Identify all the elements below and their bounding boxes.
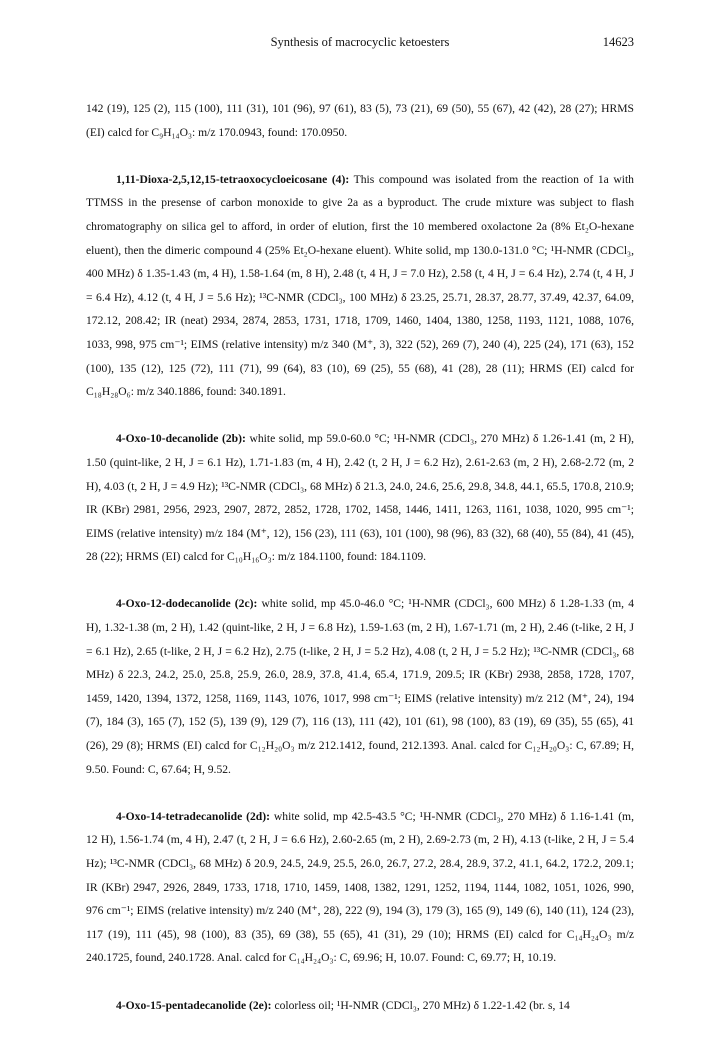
compound-name: 1,11-Dioxa-2,5,12,15-tetraoxocycloeicosane (4): [116, 172, 350, 186]
compound-name: 4-Oxo-15-pentadecanolide (2e): [116, 998, 272, 1012]
paragraph-compound-2c [86, 592, 634, 781]
paragraph-text: white solid, mp 59.0-60.0 °C; ¹H-NMR (CDCl₃, 270 MHz) δ 1.26-1.41 (m, 2 H), 1.50 (quint-like, 2 H, J = 6.1 Hz), 1.71-1.83 (m, 4 H), 2.42 (t, 2 H, J = 6.2 Hz), 2.61-2.63 (m, 2 H), 2.68-2.72 (m, 2 H), 4.03 (t, 2 H, J = 4.9 Hz); ¹³C-NMR (CDCl₃, 68 MHz) δ 21.3, 24.0, 24.6, 25.6, 29.8, 34.8, 44.1, 65.5, 170.8, 210.9; IR (KBr) 2981, 2956, 2923, 2907, 2872, 2852, 1728, 1702, 1458, 1446, 1411, 1263, 1161, 1038, 1020, 995 cm⁻¹; EIMS (relative intensity) m/z 184 (M⁺, 12), 156 (23), 111 (63), 101 (100), 98 (96), 83 (32), 68 (40), 55 (84), 41 (45), 28 (22); HRMS (EI) calcd for C₁₀H₁₆O₃: m/z 184.1100, found: 184.1109. [86, 432, 634, 564]
paragraph-text: white solid, mp 45.0-46.0 °C; ¹H-NMR (CDCl₃, 600 MHz) δ 1.28-1.33 (m, 4 H), 1.32-1.38 (m, 2 H), 1.42 (quint-like, 2 H, J = 6.8 Hz), 1.59-1.63 (m, 2 H), 1.67-1.71 (m, 2 H), 2.46 (t-like, 2 H, J = 6.1 Hz), 2.65 (t-like, 2 H, J = 6.2 Hz), 2.75 (t-like, 2 H, J = 5.2 Hz), 4.08 (t, 2 H, J = 5.2 Hz); ¹³C-NMR (CDCl₃, 68 MHz) δ 22.3, 24.2, 25.0, 25.8, 25.9, 26.0, 28.9, 37.8, 41.4, 65.4, 171.9, 209.5; IR (KBr) 2938, 2858, 1728, 1707, 1459, 1420, 1394, 1372, 1258, 1169, 1143, 1076, 1017, 998 cm⁻¹; EIMS (relative intensity) m/z 212 (M⁺, 24), 194 (7), 184 (3), 165 (7), 152 (5), 139 (9), 129 (7), 116 (13), 111 (42), 101 (61), 98 (100), 83 (19), 69 (35), 55 (65), 41 (26), 29 (8); HRMS (EI) calcd for C₁₂H₂₀O₃ m/z 212.1412, found, 212.1393. Anal. calcd for C₁₂H₂₀O₃: C, 67.89; H, 9.50. Found: C, 67.64; H, 9.52. [86, 597, 635, 776]
compound-name: 4-Oxo-14-tetradecanolide (2d): [116, 809, 270, 823]
paragraph-compound-2e [86, 994, 634, 1018]
compound-name: 4-Oxo-12-dodecanolide (2c): [116, 597, 258, 611]
document-body [86, 97, 634, 1041]
paragraph-compound-2b [86, 427, 634, 569]
paragraph-continuation [86, 97, 634, 144]
paragraph-compound-4 [86, 168, 634, 404]
paragraph-text: colorless oil; ¹H-NMR (CDCl₃, 270 MHz) δ 1.22-1.42 (br. s, 14 [274, 998, 570, 1012]
paragraph-text: This compound was isolated from the reaction of 1a with TTMSS in the presense of carbon monoxide to give 2a as a byproduct. The crude mixture was subject to flash chromatography on silica gel to afford, in order of elution, first the 10 membered oxolactone 2a (8% Et₂O-hexane eluent), then the dimeric compound 4 (25% Et₂O-hexane eluent). White solid, mp 130.0-131.0 °C; ¹H-NMR (CDCl₃, 400 MHz) δ 1.35-1.43 (m, 4 H), 1.58-1.64 (m, 8 H), 2.48 (t, 4 H, J = 7.0 Hz), 2.58 (t, 4 H, J = 6.4 Hz), 2.74 (t, 4 H, J = 6.4 Hz), 4.12 (t, 4 H, J = 5.6 Hz); ¹³C-NMR (CDCl₃, 100 MHz) δ 23.25, 25.71, 28.37, 28.77, 37.49, 42.37, 64.09, 172.12, 208.42; IR (neat) 2934, 2874, 2853, 1731, 1718, 1709, 1460, 1404, 1380, 1258, 1193, 1121, 1088, 1076, 1033, 998, 975 cm⁻¹; EIMS (relative intensity) m/z 340 (M⁺, 3), 322 (52), 269 (7), 240 (4), 225 (24), 171 (63), 152 (100), 135 (12), 125 (72), 111 (71), 99 (64), 83 (10), 69 (25), 55 (68), 41 (28), 28 (11); HRMS (EI) calcd for C₁₈H₂₈O₆: m/z 340.1886, found: 340.1891. [86, 172, 634, 399]
paragraph-compound-2d [86, 805, 634, 970]
page-number: 14623 [602, 35, 634, 49]
compound-name: 4-Oxo-10-decanolide (2b): [116, 432, 246, 446]
paragraph-text: 142 (19), 125 (2), 115 (100), 111 (31), 101 (96), 97 (61), 83 (5), 73 (21), 69 (50), 55 (67), 42 (42), 28 (27); HRMS (EI) calcd for C₉H₁₄O₃: m/z 170.0943, found: 170.0950. [86, 102, 634, 139]
paragraph-text: white solid, mp 42.5-43.5 °C; ¹H-NMR (CDCl₃, 270 MHz) δ 1.16-1.41 (m, 12 H), 1.56-1.74 (m, 4 H), 2.47 (t, 2 H, J = 6.6 Hz), 2.60-2.65 (m, 2 H), 2.69-2.73 (m, 2 H), 4.13 (t-like, 2 H, J = 5.4 Hz); ¹³C-NMR (CDCl₃, 68 MHz) δ 20.9, 24.5, 24.9, 25.5, 26.0, 26.7, 27.2, 28.4, 28.9, 37.2, 41.1, 64.2, 172.2, 209.1; IR (KBr) 2947, 2926, 2849, 1733, 1718, 1710, 1459, 1408, 1382, 1291, 1252, 1194, 1144, 1082, 1051, 1026, 990, 976 cm⁻¹; EIMS (relative intensity) m/z 240 (M⁺, 28), 222 (9), 194 (3), 179 (3), 165 (9), 149 (6), 140 (11), 124 (23), 117 (19), 111 (45), 98 (100), 83 (35), 69 (38), 55 (65), 41 (31), 29 (10); HRMS (EI) calcd for C₁₄H₂₄O₃ m/z 240.1725, found, 240.1728. Anal. calcd for C₁₄H₂₄O₃: C, 69.96; H, 10.07. Found: C, 69.77; H, 10.19. [86, 809, 634, 965]
running-title: Synthesis of macrocyclic ketoesters [270, 35, 450, 49]
